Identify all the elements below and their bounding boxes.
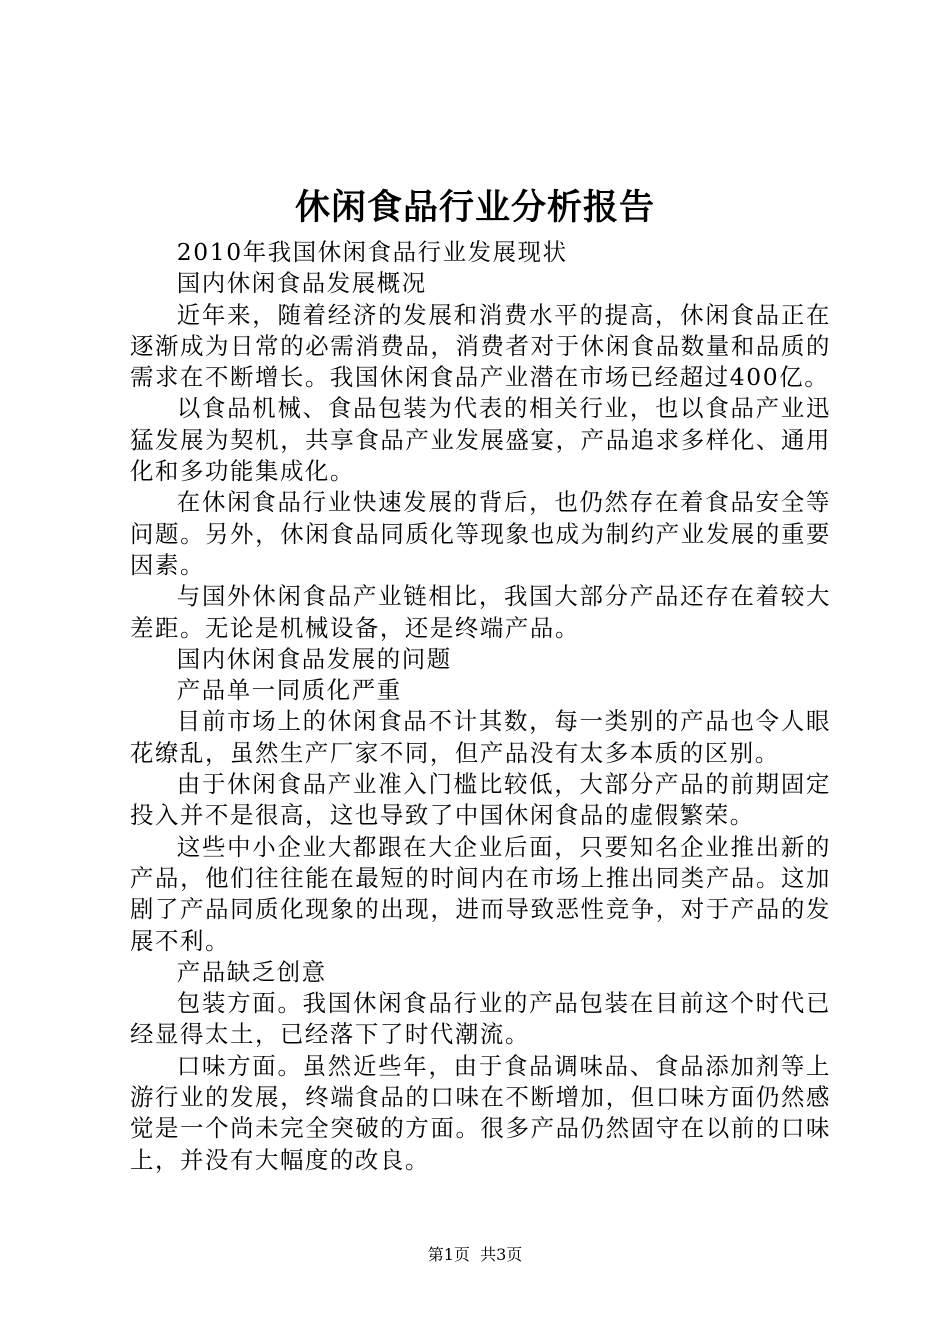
- document-body: [130, 237, 831, 1176]
- body-paragraph: 口味方面。虽然近些年，由于食品调味品、食品添加剂等上游行业的发展，终端食品的口味在不断增加，但口味方面仍然感觉是一个尚未完全突破的方面。很多产品仍然固守在以前的口味上，并没有大幅度的改良。: [130, 1051, 831, 1174]
- body-paragraph: 这些中小企业大都跟在大企业后面，只要知名企业推出新的产品，他们往往能在最短的时间内在市场上推出同类产品。这加剧了产品同质化现象的出现，进而导致恶性竞争，对于产品的发展不利。: [130, 832, 831, 955]
- subsection-heading: 产品缺乏创意: [176, 957, 327, 986]
- body-paragraph: 由于休闲食品产业准入门槛比较低，大部分产品的前期固定投入并不是很高，这也导致了中国休闲食品的虚假繁荣。: [130, 770, 831, 830]
- subsection-heading: 产品单一同质化严重: [176, 676, 402, 705]
- document-title: 休闲食品行业分析报告: [294, 187, 655, 228]
- body-paragraph: 目前市场上的休闲食品不计其数，每一类别的产品也令人眼花缭乱，虽然生产厂家不同，但产品没有太多本质的区别。: [130, 707, 831, 767]
- page-number-footer: 第1页 共3页: [427, 1245, 523, 1264]
- body-paragraph: 包装方面。我国休闲食品行业的产品包装在目前这个时代已经显得太土，已经落下了时代潮流。: [130, 989, 831, 1049]
- body-paragraph: 近年来，随着经济的发展和消费水平的提高，休闲食品正在逐渐成为日常的必需消费品，消费者对于休闲食品数量和品质的需求在不断增长。我国休闲食品产业潜在市场已经超过400亿。: [130, 300, 831, 392]
- body-paragraph: 以食品机械、食品包装为代表的相关行业，也以食品产业迅猛发展为契机，共享食品产业发展盛宴，产品追求多样化、通用化和多功能集成化。: [130, 394, 831, 486]
- body-paragraph: 在休闲食品行业快速发展的背后，也仍然存在着食品安全等问题。另外，休闲食品同质化等现象也成为制约产业发展的重要因素。: [130, 488, 831, 579]
- body-paragraph: 与国外休闲食品产业链相比，我国大部分产品还存在着较大差距。无论是机械设备，还是终端产品。: [130, 582, 831, 642]
- section-heading: 2010年我国休闲食品行业发展现状: [176, 238, 568, 266]
- subsection-heading: 国内休闲食品发展概况: [176, 269, 427, 298]
- subsection-heading: 国内休闲食品发展的问题: [176, 644, 452, 673]
